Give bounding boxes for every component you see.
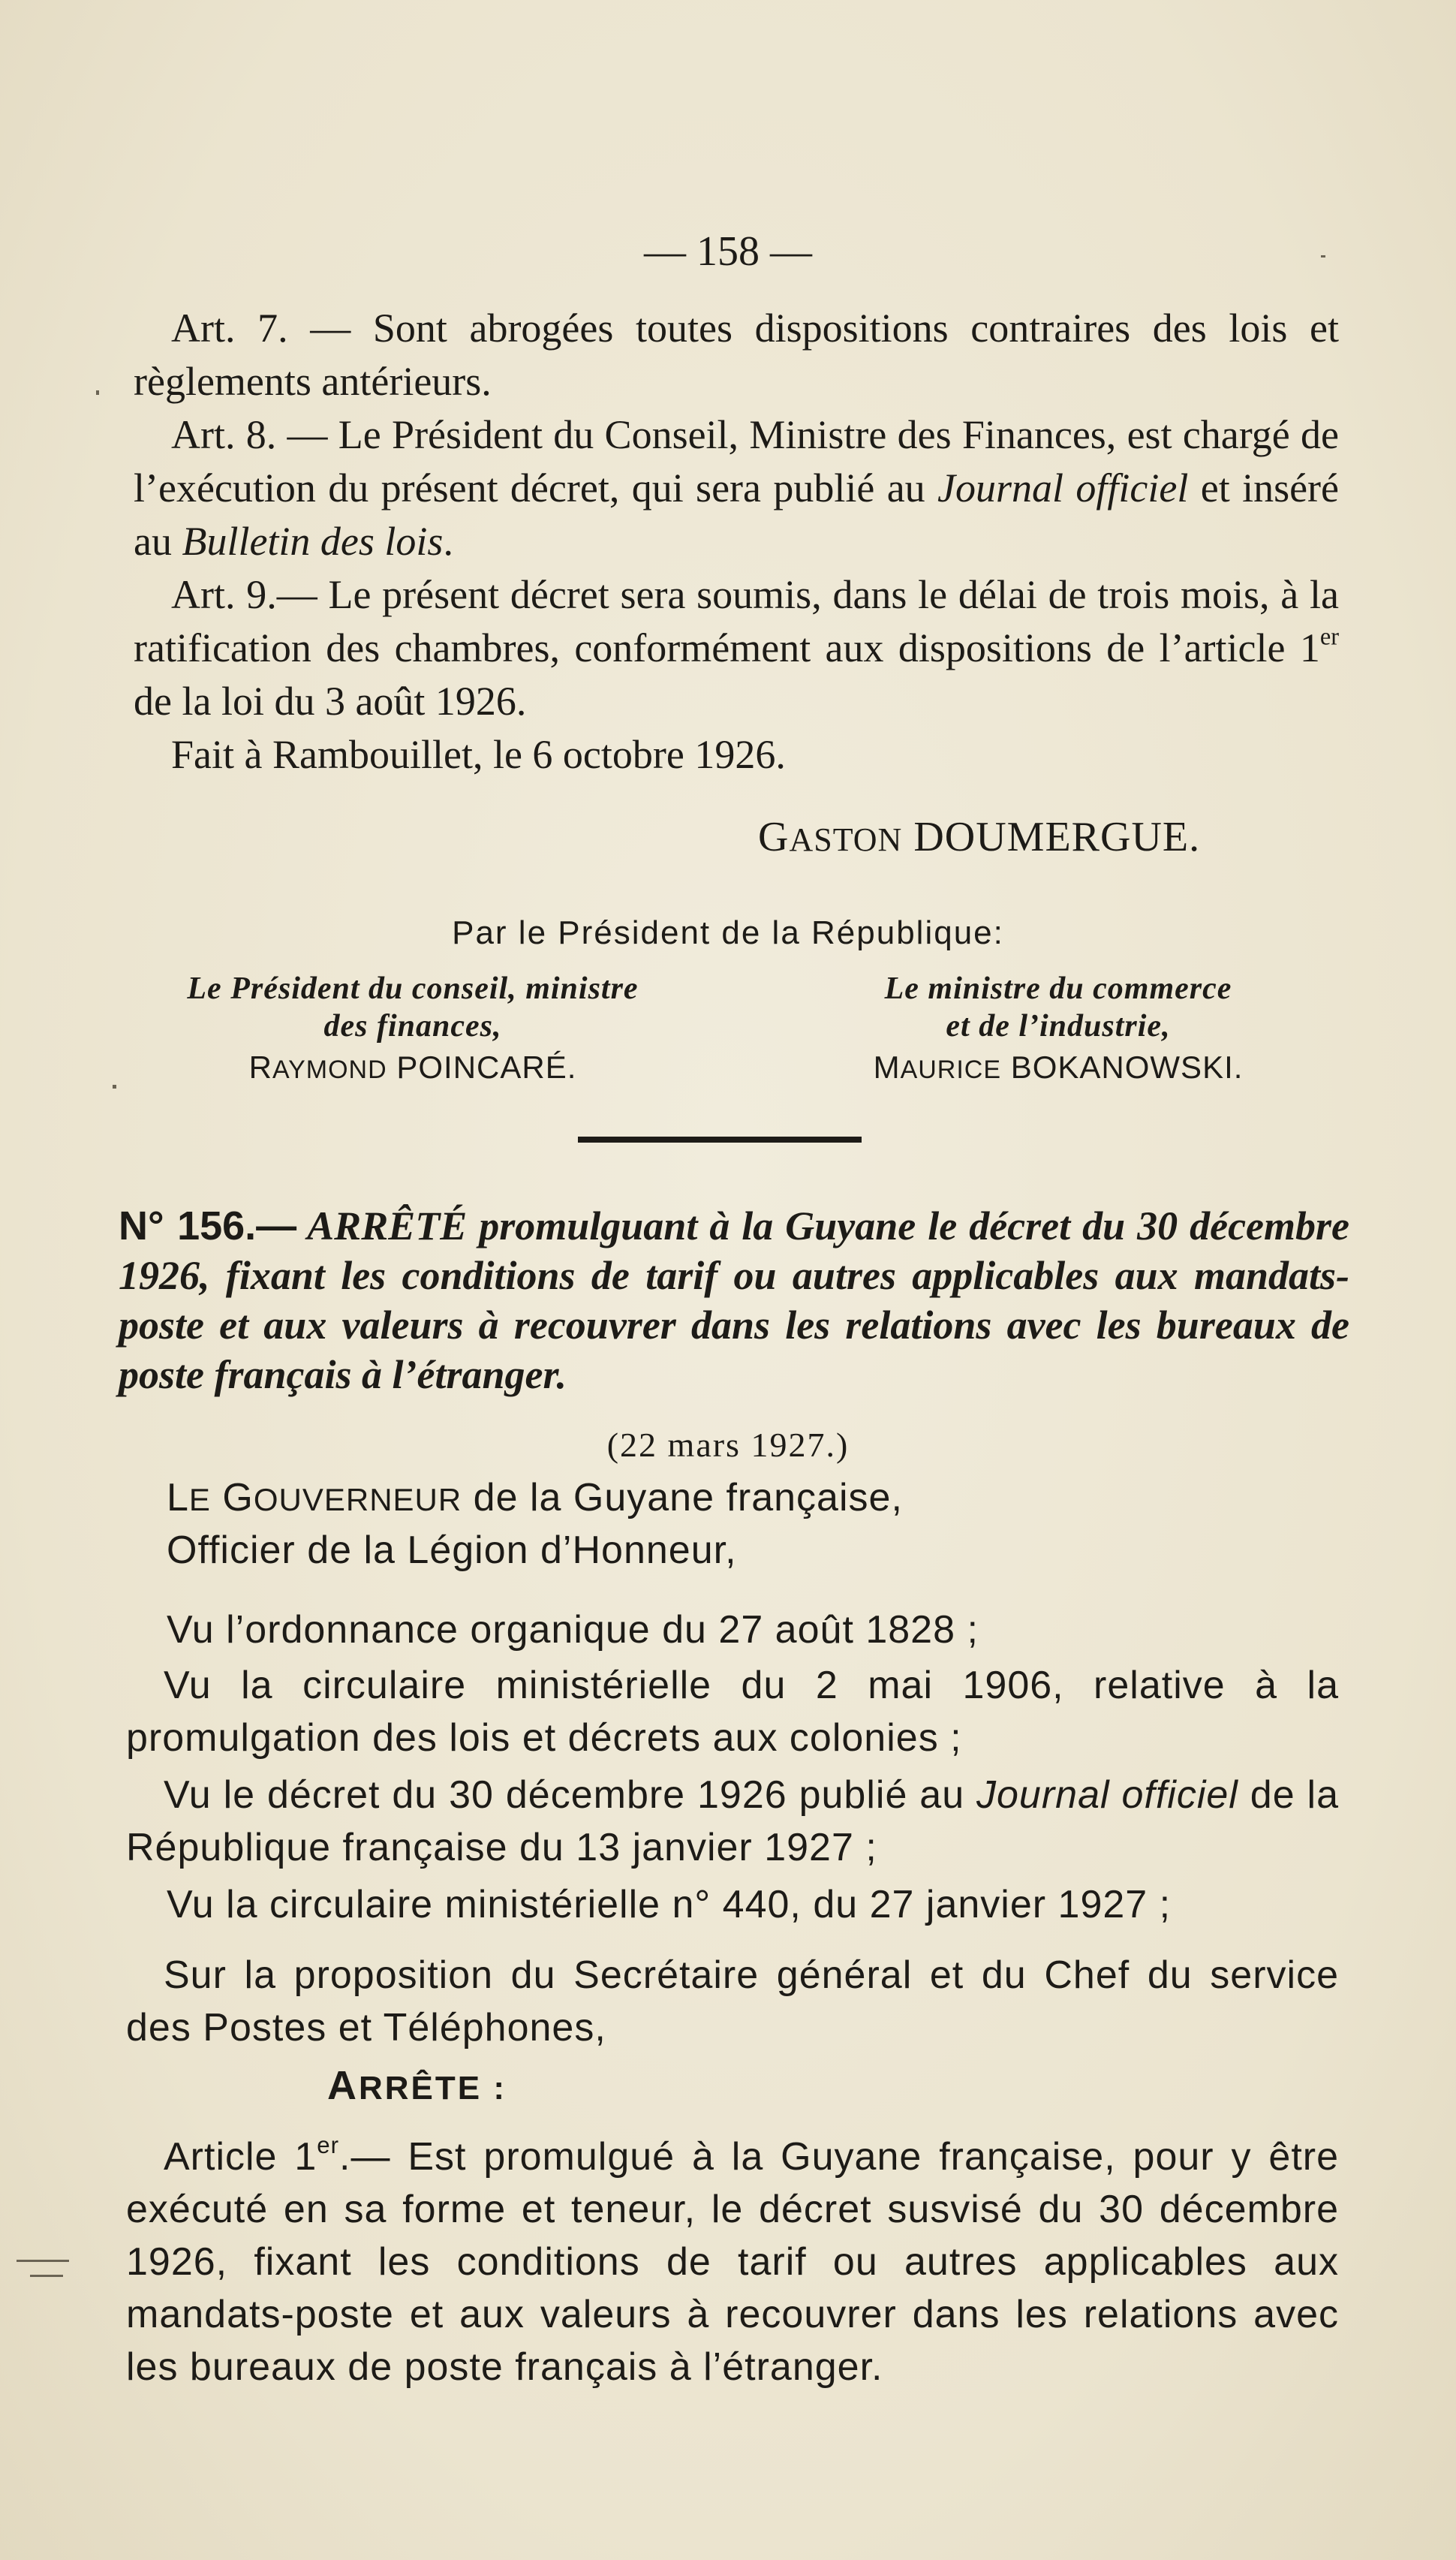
article-8-end: . bbox=[443, 519, 453, 564]
arrete-heading: ARRÊTE : bbox=[327, 2063, 507, 2108]
left-col-line2: des finances, bbox=[323, 1009, 502, 1044]
paper-speck bbox=[1321, 255, 1325, 258]
arrete-156-title bbox=[119, 1201, 1349, 1399]
bulletin-des-lois-title: Bulletin des lois bbox=[182, 519, 444, 564]
right-col-line1: Le ministre du commerce bbox=[884, 971, 1232, 1006]
sur-la-proposition: Sur la proposition du Secrétaire général et du Chef du service des Postes et Téléphones, bbox=[126, 1953, 1339, 2050]
vu-ordonnance: Vu l’ordonnance organique du 27 août 1828 ; bbox=[167, 1608, 979, 1652]
arrete-date: (22 mars 1927.) bbox=[606, 1426, 850, 1464]
right-col-line2: et de l’industrie, bbox=[946, 1009, 1171, 1044]
arrete-title-text: ARRÊTÉ promulguant à la Guyane le décret du 30 décembre 1926, fixant les conditions de tarif ou autres applicables aux mandats-poste et aux valeurs à recouvrer dans les relations avec les bureaux de poste français à l’étranger. bbox=[119, 1203, 1349, 1397]
article-8-middle: et inséré au bbox=[134, 465, 1340, 564]
vu-circulaire-440: Vu la circulaire ministérielle n° 440, du 27 janvier 1927 ; bbox=[167, 1883, 1172, 1926]
left-col-line1: Le Président du conseil, ministre bbox=[187, 971, 639, 1006]
signature-bokanowski: MAURICE BOKANOWSKI. bbox=[873, 1050, 1244, 1085]
vu-circulaire-1906: Vu la circulaire ministérielle du 2 mai 1906, relative à la promulgation des lois et décrets aux colonies ; bbox=[126, 1664, 1339, 1760]
margin-mark bbox=[30, 2275, 63, 2277]
signature-poincare: RAYMOND POINCARÉ. bbox=[248, 1050, 577, 1085]
article-9 bbox=[134, 568, 1339, 728]
journal-officiel-ref: Journal officiel bbox=[976, 1773, 1238, 1817]
signature-doumergue: GASTON DOUMERGUE. bbox=[758, 814, 1201, 860]
section-divider bbox=[578, 1137, 862, 1143]
article-8 bbox=[134, 408, 1339, 568]
article-7: Art. 7. — Sont abrogées toutes dispositions contraires des lois et règlements antérieurs. bbox=[134, 306, 1339, 404]
par-le-president: Par le Président de la République: bbox=[452, 914, 1004, 951]
vu-decret: Vu le décret du 30 décembre 1926 publié au Journal officiel de la République française du 13 janvier 1927 ; bbox=[126, 1773, 1339, 1869]
arrete-number: N° 156.— bbox=[119, 1203, 297, 1248]
margin-mark bbox=[17, 2260, 69, 2262]
article-1: Article 1er.— Est promulgué à la Guyane française, pour y être exécuté en sa forme et teneur, le décret susvisé du 30 décembre 1926, fixant les conditions de tarif ou autres applicables aux mandats-poste et aux valeurs à recouvrer dans les relations avec les bureaux de poste français à l’étranger. bbox=[126, 2132, 1340, 2389]
le-gouverneur: LE GOUVERNEUR de la Guyane française, bbox=[167, 1476, 903, 1519]
paper-speck bbox=[113, 1085, 116, 1089]
article-9-after: de la loi du 3 août 1926. bbox=[134, 679, 527, 724]
page-number: — 158 — bbox=[644, 228, 812, 275]
article-8-text: Art. 8. — Le Président du Conseil, Ministre des Finances, est chargé de l’exécution du présent décret, qui sera publié au bbox=[134, 412, 1339, 510]
signature-block-left bbox=[113, 970, 713, 1092]
fait-a-rambouillet: Fait à Rambouillet, le 6 octobre 1926. bbox=[171, 732, 786, 777]
article-9-sup: er bbox=[1319, 623, 1339, 651]
article-9-text: Art. 9.— Le présent décret sera soumis, dans le délai de trois mois, à la ratification des chambres, conformément aux dispositions de l’article 1 bbox=[134, 572, 1339, 670]
signature-block-right bbox=[773, 970, 1343, 1092]
journal-officiel-title: Journal officiel bbox=[937, 465, 1189, 510]
paper-speck bbox=[96, 390, 99, 395]
officier-legion: Officier de la Légion d’Honneur, bbox=[167, 1528, 737, 1572]
